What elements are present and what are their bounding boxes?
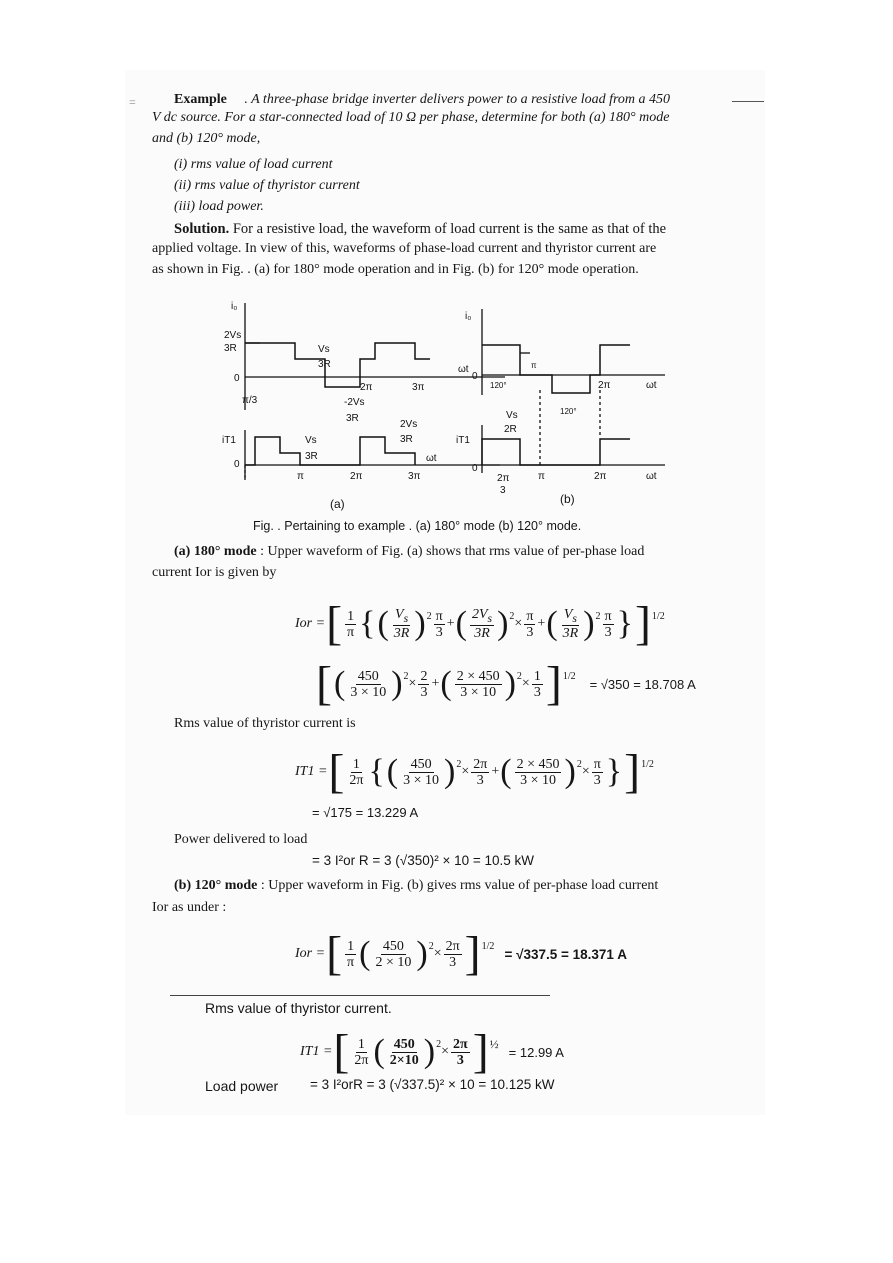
eq3-den: 3 × 10 [403,772,440,788]
margin-rule [732,101,764,102]
a-pi3: π/3 [242,395,258,406]
eq3-num: 450 [410,756,432,772]
a-it-label: iT1 [222,435,236,446]
a-bot-tick-3pi: 3π [408,471,421,482]
b-bot-wave [482,439,630,465]
part-a-text-1: : Upper waveform of Fig. (a) shows that rms value of per-phase load [256,544,645,559]
b-2r: 2R [504,424,517,435]
a-top-zero: 0 [234,373,240,384]
a-y-3r: 3R [224,343,237,354]
part-a-text-2: current Ior is given by [152,565,277,580]
a-bot-omega: ωt [426,453,437,464]
eq2-exp: 1/2 [562,670,576,682]
b-bot-3: 3 [500,485,506,496]
a-3r-label: 3R [318,359,331,370]
b-angle-2: 120° [560,407,577,416]
a-top-wave [245,343,430,387]
b-top-zero: 0 [472,371,478,382]
eq-ior-180-numeric: [ ( $\frac{450}{3 \times 10}$ ) 2 × $\frac{2}{3}$ + ( $\frac{2 \times 450}{3 \times 10}$ ) 2 × $\frac{1}{3}$ ] 1/2 = √350 = 18.708 A [316,657,696,710]
eq-b1-den: 2 × 10 [375,954,412,970]
a-neg-2vs: -2Vs [344,397,365,408]
solution-label: Solution. [174,221,230,237]
waveform-figure [210,295,690,515]
b-bot-2pi: 2π [594,471,607,482]
a-bot-tick-2pi: 2π [350,471,363,482]
eq3-lhs: IT1 = [295,764,328,779]
b-vs: Vs [506,410,518,421]
b-angle-1: 120° [490,381,507,390]
eq-b2-lhs: IT1 = [300,1044,333,1059]
problem-item-2: (ii) rms value of thyristor current [174,178,360,193]
b-bot-pi: π [538,471,545,482]
a-bot-wave [245,437,415,465]
eq3-den-b: 3 × 10 [520,772,556,788]
a-bot-vs: Vs [305,435,317,446]
eq-ior-120: Ior = [ $\frac{1}{\pi}$ ( $\frac{450}{2 \times 10}$ ) 2 × $\frac{2\pi}{3}$ ] 1/2 = √337.5 = 18.371 A [295,927,627,980]
eq3-result: = √175 = 13.229 A [312,805,419,820]
eq3-exp: 1/2 [641,758,654,770]
eq1-lhs: Ior = [295,616,326,631]
eq-ior-180: Ior = [ $\frac{1}{\pi}$ { ( $\frac{V_s}{3R}$ ) 2 $\frac{\pi}{3}$ + ( $\frac{2V_s}{3R}$ ) 2 × $\frac{\pi}{3}$ + ( $\frac{V_s}{3R}$ ) 2 $\frac{\pi}{3}$ } ] 1/2 [295,597,665,650]
b-it-label: iT1 [456,435,470,446]
a-bot-3r: 3R [305,451,318,462]
part-b-text-1: : Upper waveform in Fig. (b) gives rms value of per-phase load current [257,878,659,893]
b-top-2pi: 2π [598,380,611,391]
eq-it1-120: IT1 = [ $\frac{1}{2\pi}$ ( $\frac{450}{2\times 10}$ ) 2 × $\frac{2\pi}{3}$ ] ½ = 12.99 A [300,1025,564,1078]
problem-item-3: (iii) load power. [174,199,264,214]
eq-b2-num: 450 [393,1036,415,1052]
figure-caption: Fig. . Pertaining to example . (a) 180° mode (b) 120° mode. [253,519,582,533]
b-panel-label: (b) [560,492,575,506]
eq-b2-result: = 12.99 A [508,1044,564,1060]
eq2-den-b: 3 × 10 [460,684,497,700]
b-bot-omega: ωt [646,471,657,482]
part-b-thyristor-text: Rms value of thyristor current. [205,1000,392,1016]
b-io-label: i₀ [465,311,472,322]
eq-b1-num: 450 [382,938,404,954]
b-bot-2pi3: 2π [497,473,510,484]
problem-line-3: and (b) 120° mode, [152,131,261,146]
part-b-text-2: Ior as under : [152,900,227,915]
eq-b1-lhs: Ior = [295,946,326,961]
a-bot-2vs: 2Vs [400,419,418,430]
part-a-power-eq: = 3 I²or R = 3 (√350)² × 10 = 10.5 kW [312,853,535,868]
solution-text-1: For a resistive load, the waveform of load current is the same as that of the [229,221,667,237]
part-b-line-1 [174,878,658,894]
problem-line-1: . A three-phase bridge inverter delivers power to a resistive load from a 450 [244,92,671,107]
part-a-line-1 [174,544,644,560]
a-panel-label: (a) [330,497,345,511]
eq2-num: 450 [357,668,379,684]
solution-line-1 [174,221,666,237]
eq-b2-den: 2×10 [389,1052,419,1068]
part-a-heading: (a) 180° mode [174,544,257,559]
a-neg-3r: 3R [346,413,359,424]
a-io-label: i₀ [231,301,238,312]
eq2-result: = √350 = 18.708 A [589,676,696,692]
a-y-2vs: 2Vs [224,330,242,341]
solution-line-2: applied voltage. In view of this, waveforms of phase-load current and thyristor current are [152,241,657,256]
b-bot-zero: 0 [472,463,478,474]
part-a-power-text: Power delivered to load [174,832,308,847]
eq-b1-exp: 1/2 [481,940,495,952]
eq-b1-result: = √337.5 = 18.371 A [504,946,627,962]
eq2-num-b: 2 × 450 [456,668,500,684]
eq1-exp: 1/2 [651,610,665,622]
example-label: Example [174,92,227,107]
problem-item-1: (i) rms value of load current [174,157,333,172]
a-bot-3r-b: 3R [400,434,413,445]
part-b-heading: (b) 120° mode [174,878,258,893]
a-top-tick-2pi: 2π [360,382,373,393]
margin-mark: = [129,95,136,109]
eq2-den: 3 × 10 [350,684,387,700]
eq-it1-180: IT1 = [ $\frac{1}{2\pi}$ { ( $\frac{450}{3 \times 10}$ ) 2 × $\frac{2\pi}{3}$ + ( $\frac{2 \times 450}{3 \times 10}$ ) 2 × $\frac{\pi}{3}$ } ] 1/2 [295,745,654,798]
b-top-omega: ωt [646,380,657,391]
solution-line-3: as shown in Fig. . (a) for 180° mode operation and in Fig. (b) for 120° mode operation. [152,262,639,277]
a-bot-zero: 0 [234,459,240,470]
a-top-omega: ωt [458,364,469,375]
a-top-tick-3pi: 3π [412,382,425,393]
b-top-pi: π [531,361,537,370]
part-a-thyristor-text: Rms value of thyristor current is [174,716,356,731]
problem-line-2: V dc source. For a star-connected load of 10 Ω per phase, determine for both (a) 180° mode [152,110,670,125]
a-bot-tick-pi: π [297,471,304,482]
separator-line [170,995,550,996]
a-vs: Vs [318,344,330,355]
part-b-power-eq: = 3 I²orR = 3 (√337.5)² × 10 = 10.125 kW [310,1077,555,1092]
part-b-power-label: Load power [205,1078,279,1094]
problem-statement [174,92,670,108]
eq3-num-b: 2 × 450 [516,756,560,772]
